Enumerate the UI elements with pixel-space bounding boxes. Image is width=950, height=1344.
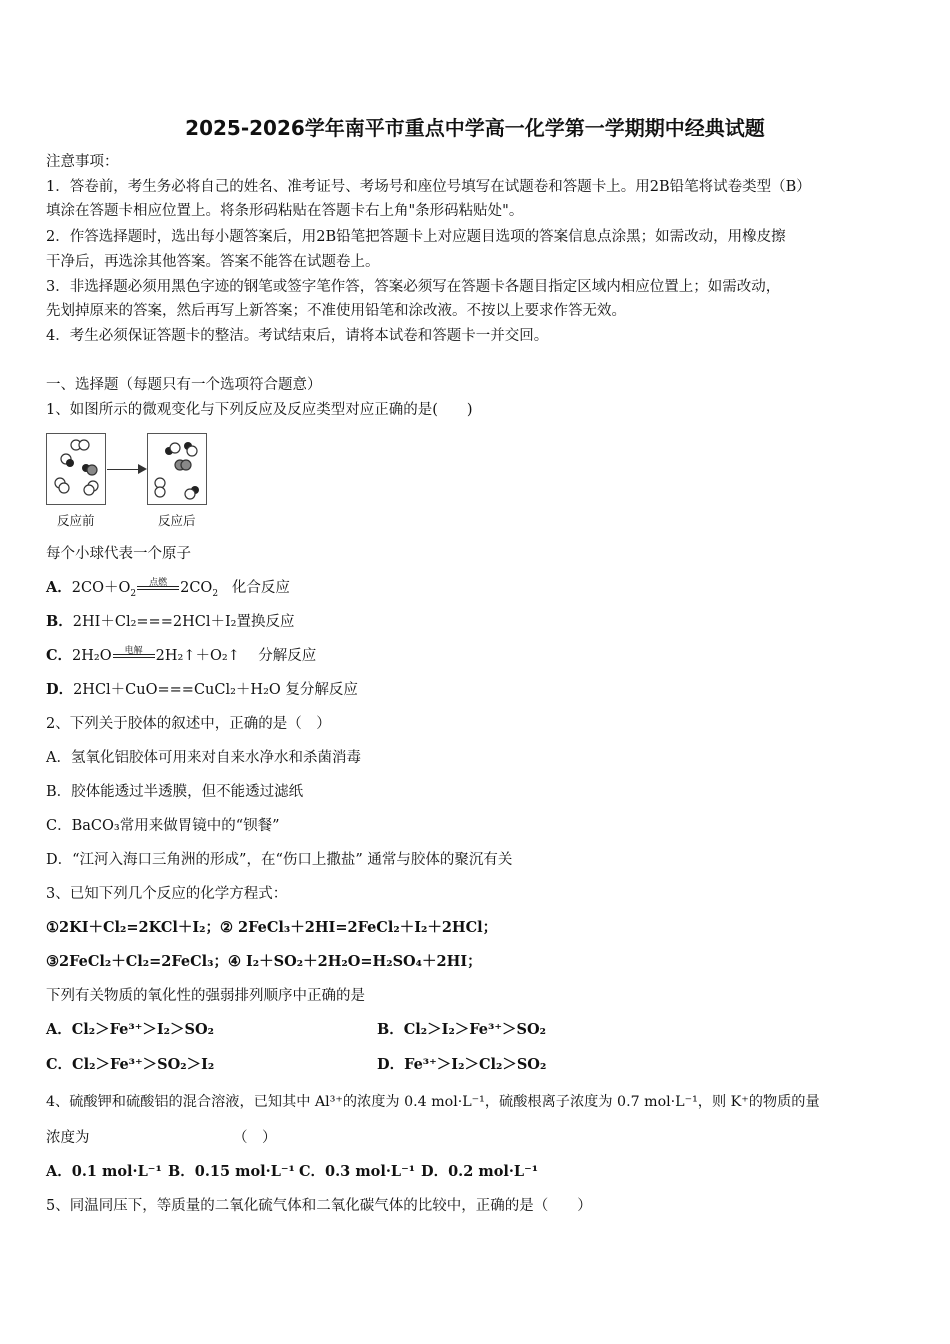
reactants: 2H₂O bbox=[72, 648, 112, 664]
q4-option-b[interactable]: B．0.15 mol·L⁻¹ bbox=[168, 1163, 295, 1180]
option-label: B． bbox=[46, 613, 73, 630]
q2-option-b[interactable]: B．胶体能透过半透膜，但不能透过滤纸 bbox=[46, 784, 304, 800]
notice-line: 填涂在答题卡相应位置上。将条形码粘贴在答题卡右上角"条形码粘贴处"。 bbox=[46, 203, 524, 219]
reaction-type: 分解反应 bbox=[258, 648, 317, 664]
q1-option-a[interactable] bbox=[46, 578, 290, 598]
reaction-condition bbox=[136, 578, 180, 593]
q4-option-d[interactable]: D．0.2 mol·L⁻¹ bbox=[421, 1163, 539, 1180]
q3-option-c[interactable]: C．Cl₂＞Fe³⁺＞SO₂＞I₂ bbox=[46, 1056, 215, 1073]
q4-answer-paren: （ ） bbox=[233, 1130, 277, 1146]
subscript: 2 bbox=[130, 588, 137, 599]
notice-line: 3．非选择题必须用黑色字迹的钢笔或签字笔作答，答案必须写在答题卡各题目指定区域内相应位置上；如需改动， bbox=[46, 279, 781, 295]
q3-equations-2: ③2FeCl₂＋Cl₂=2FeCl₃；④ I₂＋SO₂＋2H₂O=H₂SO₄＋2HI； bbox=[46, 953, 482, 970]
question-4-stem: 4、硫酸钾和硫酸铝的混合溶液，已知其中 Al³⁺的浓度为 0.4 mol·L⁻¹，硫酸根离子浓度为 0.7 mol·L⁻¹，则 K⁺的物质的量 bbox=[46, 1094, 820, 1110]
q3-equations-1: ①2KI＋Cl₂=2KCl＋I₂；② 2FeCl₃＋2HI=2FeCl₂＋I₂＋2HCl； bbox=[46, 919, 498, 936]
reaction-condition bbox=[112, 646, 156, 661]
q2-option-d[interactable]: D．“江河入海口三角洲的形成”，在“伤口上撒盐” 通常与胶体的聚沉有关 bbox=[46, 852, 513, 868]
q3-option-d[interactable]: D．Fe³⁺＞I₂＞Cl₂＞SO₂ bbox=[377, 1056, 547, 1073]
question-4-stem-cont: 浓度为 bbox=[46, 1130, 90, 1146]
q4-option-a[interactable]: A．0.1 mol·L⁻¹ bbox=[46, 1163, 162, 1180]
notice-line: 2．作答选择题时，选出每小题答案后，用2B铅笔把答题卡上对应题目选项的答案信息点涂黑；如需改动，用橡皮擦 bbox=[46, 229, 786, 245]
products: 2H₂↑＋O₂↑ bbox=[155, 648, 240, 664]
before-box bbox=[46, 433, 106, 505]
caption-before: 反应前 bbox=[57, 513, 95, 528]
question-2-stem: 2、下列关于胶体的叙述中，正确的是（ ） bbox=[46, 716, 331, 732]
condition-text: 点燃 bbox=[149, 578, 168, 588]
q4-option-c[interactable]: C．0.3 mol·L⁻¹ bbox=[299, 1163, 416, 1180]
q2-option-a[interactable]: A．氢氧化铝胶体可用来对自来水净水和杀菌消毒 bbox=[46, 750, 361, 766]
subscript: 2 bbox=[212, 588, 219, 599]
q1-option-c[interactable] bbox=[46, 646, 316, 666]
q3-ask: 下列有关物质的氧化性的强弱排列顺序中正确的是 bbox=[46, 988, 365, 1004]
products: 2CO bbox=[180, 580, 213, 596]
after-molecules-icon bbox=[148, 434, 206, 504]
page-title: 2025-2026学年南平市重点中学高一化学第一学期期中经典试题 bbox=[185, 116, 765, 140]
question-3-stem: 3、已知下列几个反应的化学方程式： bbox=[46, 886, 288, 902]
q1-option-b[interactable] bbox=[46, 612, 295, 632]
condition-text: 电解 bbox=[124, 646, 143, 656]
q2-option-c[interactable]: C．BaCO₃常用来做胃镜中的“钡餐” bbox=[46, 818, 280, 834]
option-label: A． bbox=[46, 579, 72, 596]
option-text: 2HI＋Cl₂===2HCl＋I₂置换反应 bbox=[72, 614, 295, 630]
notice-line: 干净后，再选涂其他答案。答案不能答在试题卷上。 bbox=[46, 254, 380, 270]
after-box bbox=[147, 433, 207, 505]
question-1-stem: 1、如图所示的微观变化与下列反应及反应类型对应正确的是( ) bbox=[46, 402, 473, 418]
section-heading: 一、选择题（每题只有一个选项符合题意） bbox=[46, 377, 322, 393]
q3-option-b[interactable]: B．Cl₂＞I₂＞Fe³⁺＞SO₂ bbox=[377, 1021, 546, 1038]
reaction-type: 化合反应 bbox=[231, 580, 290, 596]
q1-option-d[interactable] bbox=[46, 680, 358, 700]
q3-option-a[interactable]: A．Cl₂＞Fe³⁺＞I₂＞SO₂ bbox=[46, 1021, 214, 1038]
option-label: D． bbox=[46, 681, 74, 698]
before-molecules-icon bbox=[47, 434, 105, 504]
notice-line: 4．考生必须保证答题卡的整洁。考试结束后，请将本试卷和答题卡一并交回。 bbox=[46, 328, 549, 344]
caption-after: 反应后 bbox=[158, 513, 196, 528]
q1-note: 每个小球代表一个原子 bbox=[46, 546, 191, 562]
option-label: C． bbox=[46, 647, 73, 664]
option-text: 2HCl＋CuO===CuCl₂＋H₂O 复分解反应 bbox=[73, 682, 358, 698]
question-5-stem: 5、同温同压下，等质量的二氧化硫气体和二氧化碳气体的比较中，正确的是（ ） bbox=[46, 1198, 592, 1214]
reactants: 2CO＋O bbox=[71, 580, 131, 596]
notice-line: 1．答卷前，考生务必将自己的姓名、准考证号、考场号和座位号填写在试题卷和答题卡上。用2B铅笔将试卷类型（B） bbox=[46, 179, 811, 195]
notice-line: 先划掉原来的答案，然后再写上新答案；不准使用铅笔和涂改液。不按以上要求作答无效。 bbox=[46, 303, 626, 319]
notice-heading: 注意事项： bbox=[46, 154, 119, 170]
